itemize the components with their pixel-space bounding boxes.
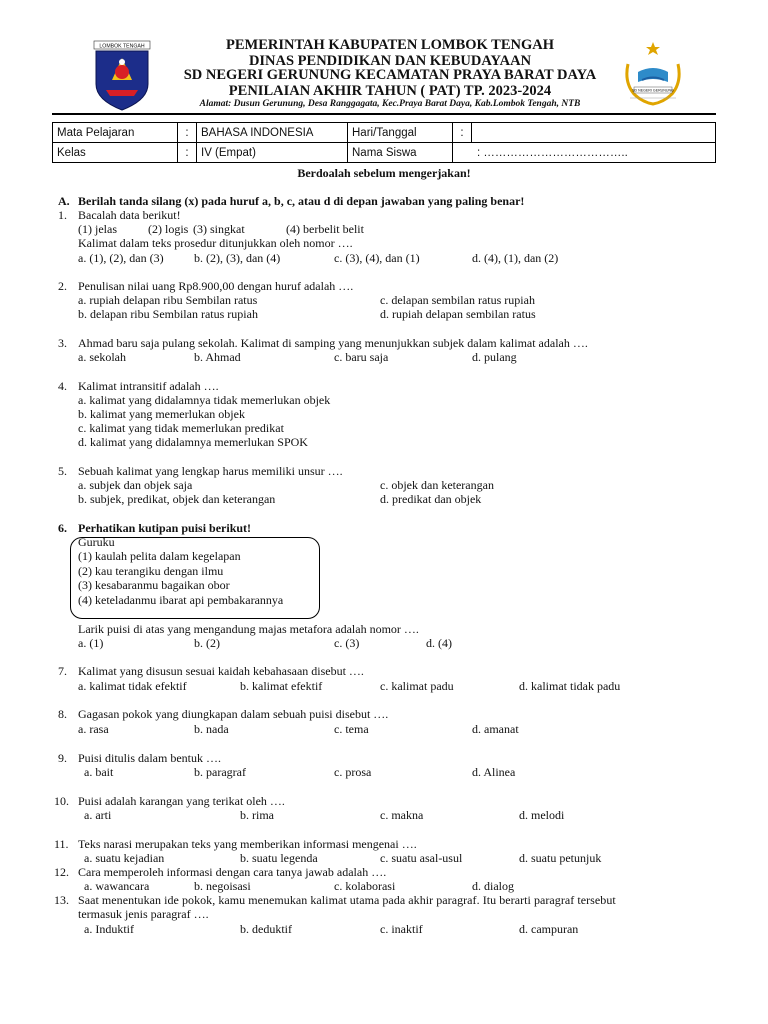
q1-option-a[interactable]: a. (1), (2), dan (3) (78, 251, 164, 265)
header-address: Alamat: Dusun Gerunung, Desa Ranggagata, Kec.Praya Barat Daya, Kab.Lombok Tengah, NTB (199, 99, 581, 109)
q7-option-a[interactable]: a. kalimat tidak efektif (78, 679, 187, 693)
q12-option-a[interactable]: a. wawancara (84, 879, 150, 893)
q10-option-a[interactable]: a. arti (84, 808, 112, 822)
poem-line-3: (3) kesabaranmu bagaikan obor (78, 578, 230, 592)
q1-option-c[interactable]: c. (3), (4), dan (1) (334, 251, 420, 265)
question-text: Kalimat intransitif adalah …. (78, 379, 219, 393)
q5-option-c[interactable]: c. objek dan keterangan (380, 478, 494, 492)
q1-data-1: (1) jelas (78, 222, 117, 236)
q11-option-b[interactable]: b. suatu legenda (240, 851, 318, 865)
lombok-tengah-logo (92, 40, 152, 112)
q5-option-a[interactable]: a. subjek dan objek saja (78, 478, 193, 492)
poem-line-1: (1) kaulah pelita dalam kegelapan (78, 549, 241, 563)
poem-title: Guruku (78, 535, 115, 549)
q7-option-b[interactable]: b. kalimat efektif (240, 679, 323, 693)
q9-option-d[interactable]: d. Alinea (472, 765, 516, 779)
day-value-field[interactable] (472, 123, 716, 143)
header-exam-title: PENILAIAN AKHIR TAHUN ( PAT) TP. 2023-2024 (228, 83, 552, 99)
q5-option-d[interactable]: d. predikat dan objek (380, 492, 482, 506)
name-field[interactable]: : ……………………………….. (453, 143, 716, 163)
q7-option-d[interactable]: d. kalimat tidak padu (519, 679, 621, 693)
q6-option-c[interactable]: c. (3) (334, 636, 360, 650)
question-number: 6. (58, 521, 67, 535)
q11-option-a[interactable]: a. suatu kejadian (84, 851, 165, 865)
section-a-instruction: Berilah tanda silang (x) pada huruf a, b, c, atau d di depan jawaban yang paling benar! (78, 194, 525, 208)
q10-option-d[interactable]: d. melodi (519, 808, 565, 822)
question-number: 3. (58, 336, 67, 350)
question-number: 8. (58, 707, 67, 721)
question-text: Ahmad baru saja pulang sekolah. Kalimat di samping yang menunjukkan subjek dalam kalimat adalah …. (78, 336, 588, 350)
q1-data-3: (3) singkat (193, 222, 245, 236)
poem-line-2: (2) kau terangiku dengan ilmu (78, 564, 224, 578)
question-number: 12. (54, 865, 69, 879)
colon: : (178, 123, 197, 143)
q1-option-d[interactable]: d. (4), (1), dan (2) (472, 251, 559, 265)
q2-option-c[interactable]: c. delapan sembilan ratus rupiah (380, 293, 535, 307)
question-number: 10. (54, 794, 69, 808)
q1-data-2: (2) logis (148, 222, 189, 236)
header-department: DINAS PENDIDIKAN DAN KEBUDAYAAN (248, 53, 532, 69)
q4-option-c[interactable]: c. kalimat yang tidak memerlukan predikat (78, 421, 284, 435)
section-a-label: A. (58, 194, 70, 208)
q12-option-c[interactable]: c. kolaborasi (334, 879, 396, 893)
q10-option-c[interactable]: c. makna (380, 808, 424, 822)
class-label: Kelas (53, 143, 178, 163)
question-text: Puisi adalah karangan yang terikat oleh …. (78, 794, 285, 808)
q13-text-continued: termasuk jenis paragraf …. (78, 907, 209, 921)
name-label: Nama Siswa (348, 143, 453, 163)
header-school: SD NEGERI GERUNUNG KECAMATAN PRAYA BARAT DAYA (183, 67, 597, 83)
q8-option-a[interactable]: a. rasa (78, 722, 109, 736)
subject-value: BAHASA INDONESIA (197, 123, 348, 143)
poem-line-4: (4) keteladanmu ibarat api pembakarannya (78, 593, 284, 607)
question-number: 2. (58, 279, 67, 293)
question-text: Bacalah data berikut! (78, 208, 181, 222)
q5-option-b[interactable]: b. subjek, predikat, objek dan keterangan (78, 492, 276, 506)
q13-option-b[interactable]: b. deduktif (240, 922, 292, 936)
question-number: 5. (58, 464, 67, 478)
q13-option-d[interactable]: d. campuran (519, 922, 579, 936)
question-text: Puisi ditulis dalam bentuk …. (78, 751, 221, 765)
svg-text:LOMBOK TENGAH: LOMBOK TENGAH (99, 43, 145, 50)
q8-option-c[interactable]: c. tema (334, 722, 369, 736)
subject-label: Mata Pelajaran (53, 123, 178, 143)
svg-text:SD NEGERI GERUNUNG: SD NEGERI GERUNUNG (632, 88, 674, 93)
q6-prompt: Larik puisi di atas yang mengandung majas metafora adalah nomor …. (78, 622, 419, 636)
q9-option-c[interactable]: c. prosa (334, 765, 372, 779)
question-number: 13. (54, 893, 69, 907)
q4-option-a[interactable]: a. kalimat yang didalamnya tidak memerlukan objek (78, 393, 331, 407)
q6-option-d[interactable]: d. (4) (426, 636, 452, 650)
q3-option-d[interactable]: d. pulang (472, 350, 517, 364)
question-text: Saat menentukan ide pokok, kamu menemukan kalimat utama pada akhir paragraf. Itu berarti paragraf tersebut (78, 893, 616, 907)
q1-data-4: (4) berbelit belit (286, 222, 364, 236)
q13-option-c[interactable]: c. inaktif (380, 922, 423, 936)
header-government: PEMERINTAH KABUPATEN LOMBOK TENGAH (225, 37, 555, 53)
q6-option-b[interactable]: b. (2) (194, 636, 220, 650)
q13-option-a[interactable]: a. Induktif (84, 922, 134, 936)
q1-prompt: Kalimat dalam teks prosedur ditunjukkan oleh nomor …. (78, 236, 353, 250)
q3-option-b[interactable]: b. Ahmad (194, 350, 241, 364)
q6-option-a[interactable]: a. (1) (78, 636, 104, 650)
q9-option-b[interactable]: b. paragraf (194, 765, 246, 779)
question-text: Penulisan nilai uang Rp8.900,00 dengan huruf adalah …. (78, 279, 354, 293)
q8-option-b[interactable]: b. nada (194, 722, 229, 736)
q9-option-a[interactable]: a. bait (84, 765, 114, 779)
prayer-instruction: Berdoalah sebelum mengerjakan! (297, 166, 471, 180)
q12-option-b[interactable]: b. negoisasi (194, 879, 251, 893)
colon: : (178, 143, 197, 163)
q11-option-c[interactable]: c. suatu asal-usul (380, 851, 463, 865)
q1-option-b[interactable]: b. (2), (3), dan (4) (194, 251, 281, 265)
question-text: Teks narasi merupakan teks yang memberikan informasi mengenai …. (78, 837, 417, 851)
q11-option-d[interactable]: d. suatu petunjuk (519, 851, 602, 865)
student-info-table (52, 122, 716, 163)
question-text: Gagasan pokok yang diungkapan dalam sebuah puisi disebut …. (78, 707, 389, 721)
question-number: 7. (58, 664, 67, 678)
day-label: Hari/Tanggal (348, 123, 453, 143)
q2-option-d[interactable]: d. rupiah delapan sembilan ratus (380, 307, 536, 321)
question-text: Cara memperoleh informasi dengan cara tanya jawab adalah …. (78, 865, 387, 879)
q3-option-a[interactable]: a. sekolah (78, 350, 126, 364)
question-number: 4. (58, 379, 67, 393)
question-number: 1. (58, 208, 67, 222)
question-text: Sebuah kalimat yang lengkap harus memiliki unsur …. (78, 464, 343, 478)
header-divider (52, 113, 716, 115)
class-value: IV (Empat) (197, 143, 348, 163)
question-text: Kalimat yang disusun sesuai kaidah kebahasaan disebut …. (78, 664, 364, 678)
q4-option-d[interactable]: d. kalimat yang didalamnya memerlukan SPOK (78, 435, 308, 449)
question-number: 11. (54, 837, 69, 851)
question-text: Perhatikan kutipan puisi berikut! (78, 521, 252, 535)
q8-option-d[interactable]: d. amanat (472, 722, 519, 736)
q12-option-d[interactable]: d. dialog (472, 879, 514, 893)
q10-option-b[interactable]: b. rima (240, 808, 274, 822)
q2-option-a[interactable]: a. rupiah delapan ribu Sembilan ratus (78, 293, 258, 307)
q4-option-b[interactable]: b. kalimat yang memerlukan objek (78, 407, 245, 421)
q2-option-b[interactable]: b. delapan ribu Sembilan ratus rupiah (78, 307, 258, 321)
colon: : (453, 123, 472, 143)
q7-option-c[interactable]: c. kalimat padu (380, 679, 454, 693)
q3-option-c[interactable]: c. baru saja (334, 350, 389, 364)
question-number: 9. (58, 751, 67, 765)
